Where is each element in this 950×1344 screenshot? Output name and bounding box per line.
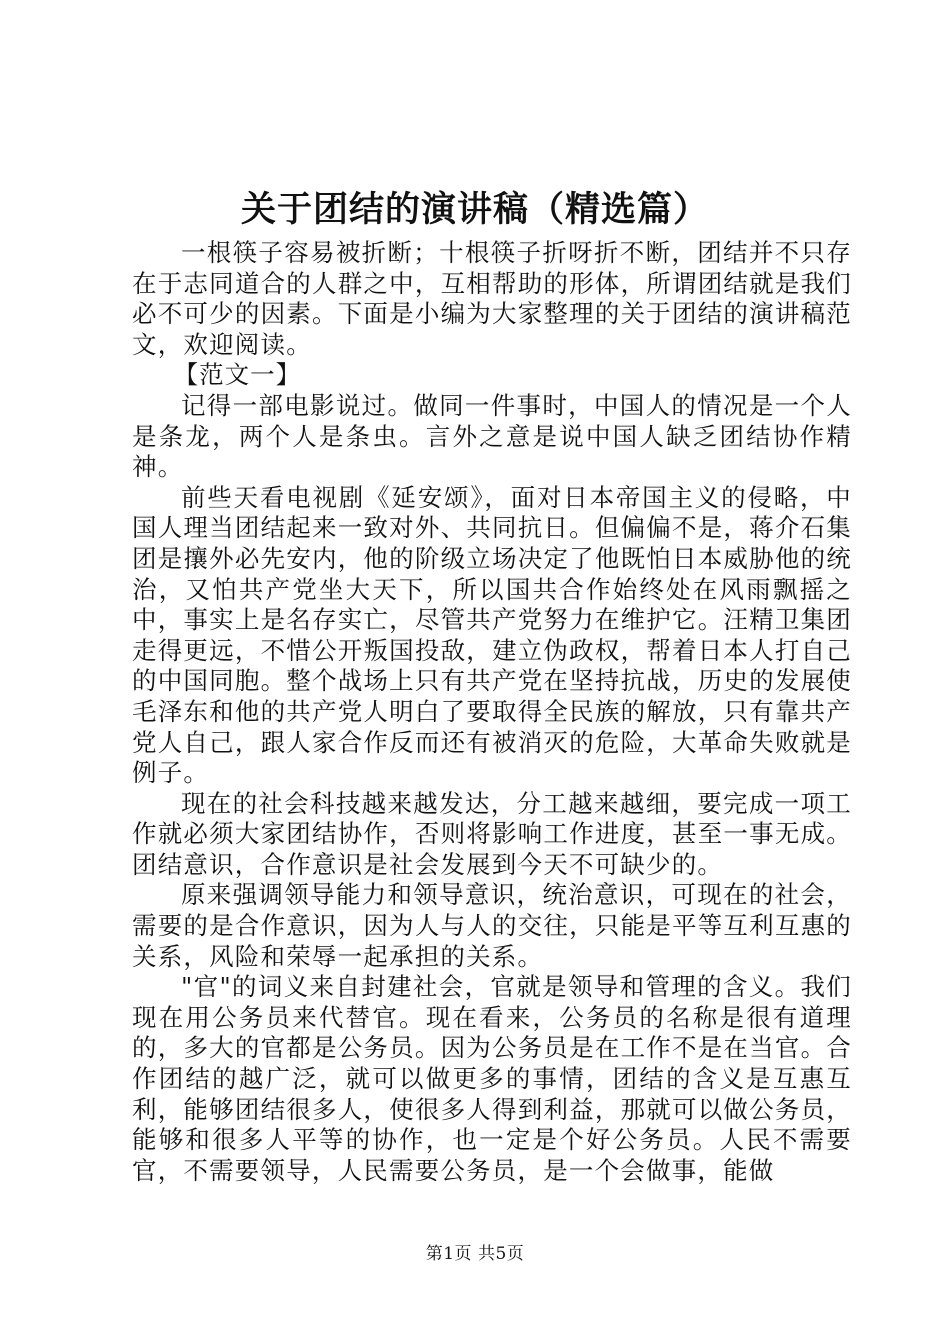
section-heading: 【范文一】	[173, 360, 302, 390]
page-footer: 第1页 共5页	[425, 1244, 525, 1264]
body-paragraph: 原来强调领导能力和领导意识，统治意识，可现在的社会，需要的是合作意识，因为人与人的交往，只能是平等互利互惠的关系，风险和荣辱一起承担的关系。	[132, 880, 852, 971]
body-paragraph: "官"的词义来自封建社会，官就是领导和管理的含义。我们现在用公务员来代替官。现在看来，公务员的名称是很有道理的，多大的官都是公务员。因为公务员是在工作不是在当官。合作团结的越广泛，就可以做更多的事情，团结的含义是互惠互利，能够团结很多人，使很多人得到利益，那就可以做公务员，能够和很多人平等的协作，也一定是个好公务员。人民不需要官，不需要领导，人民需要公务员，是一个会做事，能做	[132, 972, 852, 1185]
document-title: 关于团结的演讲稿（精选篇）	[240, 189, 709, 230]
body-paragraph: 前些天看电视剧《延安颂》，面对日本帝国主义的侵略，中国人理当团结起来一致对外、共同抗日。但偏偏不是，蒋介石集团是攘外必先安内，他的阶级立场决定了他既怕日本威胁他的统治，又怕共产党坐大天下，所以国共合作始终处在风雨飘摇之中，事实上是名存实亡，尽管共产党努力在维护它。汪精卫集团走得更远，不惜公开叛国投敌，建立伪政权，帮着日本人打自己的中国同胞。整个战场上只有共产党在坚持抗战，历史的发展使毛泽东和他的共产党人明白了要取得全民族的解放，只有靠共产党人自己，跟人家合作反而还有被消灭的危险，大革命失败就是例子。	[132, 482, 852, 788]
body-paragraph: 现在的社会科技越来越发达，分工越来越细，要完成一项工作就必须大家团结协作，否则将影响工作进度，甚至一事无成。团结意识，合作意识是社会发展到今天不可缺少的。	[132, 788, 852, 879]
document-body	[132, 238, 852, 1186]
body-paragraph: 记得一部电影说过。做同一件事时，中国人的情况是一个人是条龙，两个人是条虫。言外之意是说中国人缺乏团结协作精神。	[132, 390, 852, 482]
intro-paragraph: 一根筷子容易被折断；十根筷子折呀折不断，团结并不只存在于志同道合的人群之中，互相帮助的形体，所谓团结就是我们必不可少的因素。下面是小编为大家整理的关于团结的演讲稿范文，欢迎阅读。	[132, 238, 852, 359]
